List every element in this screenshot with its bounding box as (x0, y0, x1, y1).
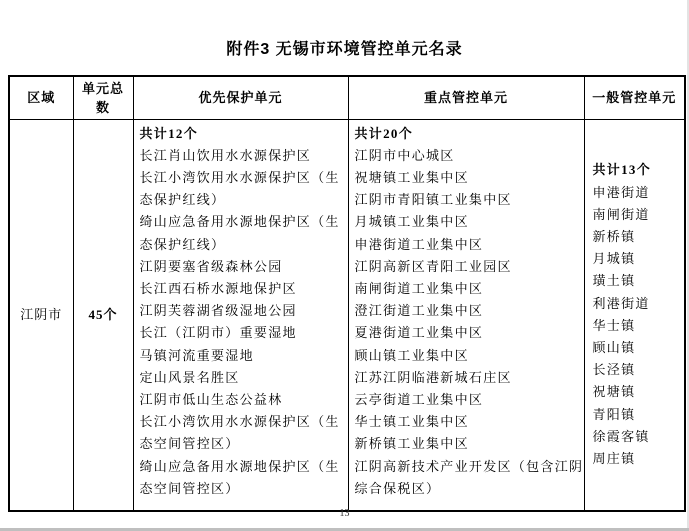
priority-unit-list (140, 145, 344, 500)
unit-item: 长江小湾饮用水水源保护区（生态保护红线） (139, 169, 340, 208)
unit-item: 祝塘镇工业集中区 (354, 169, 469, 185)
unit-item: 月城镇 (592, 251, 636, 267)
header-general: 一般管控单元 (584, 76, 685, 119)
unit-item: 江阴市中心城区 (354, 147, 455, 163)
page-number: 13 (339, 508, 350, 519)
header-row (9, 76, 685, 119)
unit-item: 绮山应急备用水源地保护区（生态空间管控区） (139, 458, 340, 496)
general-summary: 共计13个 (592, 162, 651, 178)
key-units-cell (348, 119, 584, 511)
unit-item: 江阴要塞省级森林公园 (139, 258, 283, 274)
unit-item: 徐霞客镇 (592, 428, 650, 444)
unit-item: 周庄镇 (592, 450, 636, 466)
unit-item: 新桥镇 (592, 228, 636, 244)
unit-item: 申港街道 (592, 184, 650, 200)
unit-item: 顾山镇 (592, 339, 636, 355)
header-priority: 优先保护单元 (133, 76, 348, 119)
unit-item: 长泾镇 (592, 362, 636, 378)
unit-item: 南闸街道工业集中区 (354, 280, 484, 296)
unit-item: 云亭街道工业集中区 (354, 391, 484, 407)
unit-item: 马镇河流重要湿地 (139, 347, 254, 363)
unit-item: 利港街道 (592, 295, 650, 311)
unit-item: 夏港街道工业集中区 (354, 325, 484, 341)
unit-item: 华士镇 (592, 317, 636, 333)
unit-item: 华士镇工业集中区 (354, 414, 469, 430)
priority-units-cell (133, 119, 348, 511)
table-row (9, 119, 685, 511)
unit-item: 长江小湾饮用水水源保护区（生态空间管控区） (139, 414, 340, 452)
unit-item: 江阴市低山生态公益林 (139, 391, 283, 407)
header-total: 单元总数 (73, 76, 133, 119)
unit-item: 长江（江阴市）重要湿地 (139, 325, 297, 341)
priority-summary: 共计12个 (139, 125, 198, 141)
unit-item: 青阳镇 (592, 406, 636, 422)
header-region: 区域 (9, 76, 73, 119)
unit-item: 月城镇工业集中区 (354, 214, 469, 230)
units-table (8, 75, 686, 512)
unit-item: 申港街道工业集中区 (354, 236, 484, 252)
unit-item: 江苏江阴临港新城石庄区 (354, 369, 512, 385)
region-cell: 江阴市 (9, 119, 73, 511)
general-unit-list (593, 182, 681, 471)
unit-item: 江阴高新区青阳工业园区 (354, 258, 512, 274)
unit-item: 顾山镇工业集中区 (354, 347, 469, 363)
key-unit-list (355, 145, 584, 500)
unit-item: 江阴高新技术产业开发区（包含江阴综合保税区） (354, 458, 584, 496)
unit-item: 祝塘镇 (592, 384, 636, 400)
unit-item: 长江西石桥水源地保护区 (139, 280, 297, 296)
general-units-cell (584, 119, 685, 511)
header-key: 重点管控单元 (348, 76, 584, 119)
unit-item: 江阴芙蓉湖省级湿地公园 (139, 303, 297, 319)
unit-item: 澄江街道工业集中区 (354, 303, 484, 319)
unit-item: 南闸街道 (592, 206, 650, 222)
page-title: 附件3 无锡市环境管控单元名录 (226, 41, 463, 58)
unit-item: 璜土镇 (592, 273, 636, 289)
unit-item: 定山风景名胜区 (139, 369, 240, 385)
unit-item: 长江肖山饮用水水源保护区 (139, 147, 312, 163)
unit-item: 新桥镇工业集中区 (354, 436, 469, 452)
total-cell: 45个 (73, 119, 133, 511)
unit-item: 江阴市青阳镇工业集中区 (354, 192, 512, 208)
key-summary: 共计20个 (354, 125, 413, 141)
unit-item: 绮山应急备用水源地保护区（生态保护红线） (139, 214, 340, 252)
